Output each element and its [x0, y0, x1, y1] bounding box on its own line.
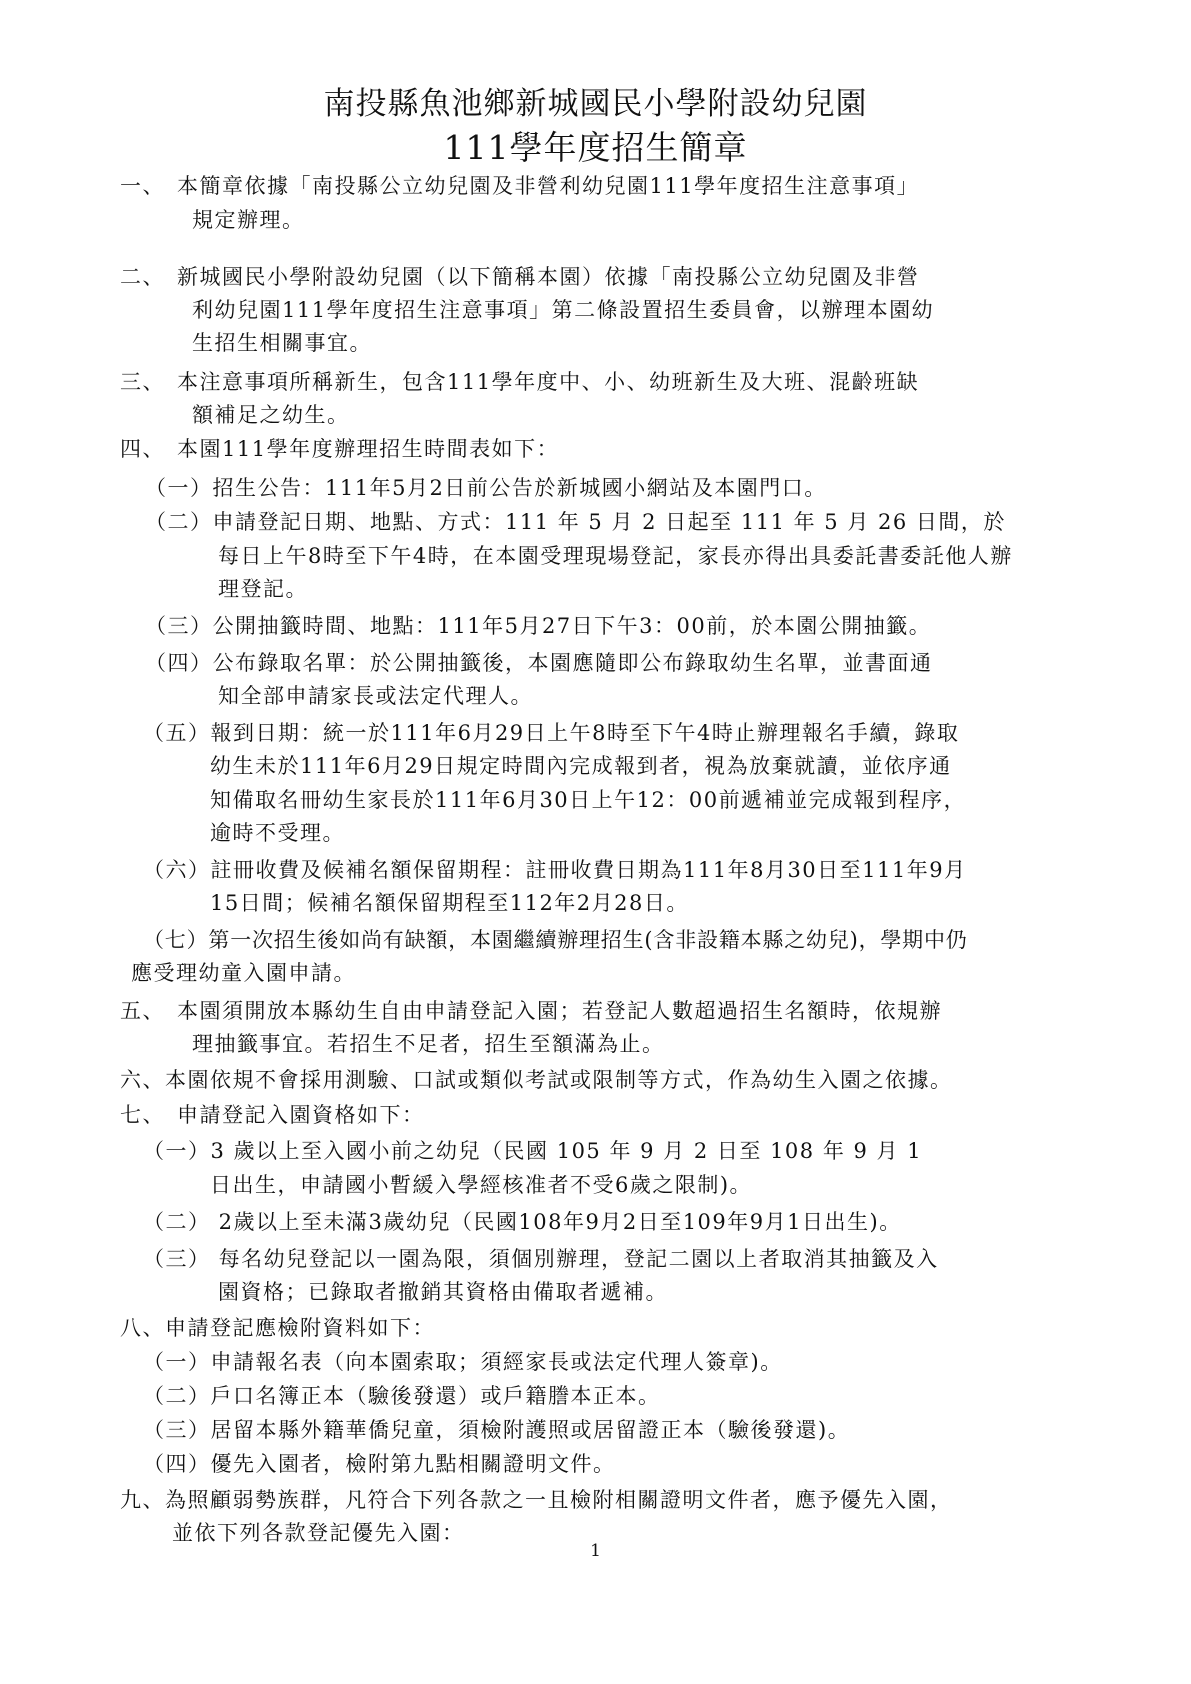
clause-4-item-2-line-3: 理登記。	[218, 577, 308, 601]
clause-3-line-2: 額補足之幼生。	[192, 403, 350, 427]
clause-8-item-1: （一）申請報名表（向本園索取；須經家長或法定代理人簽章)。	[143, 1350, 783, 1374]
clause-4-item-6-line-2: 15日間；候補名額保留期程至112年2月28日。	[210, 891, 689, 915]
clause-9-line-2: 並依下列各款登記優先入園：	[172, 1521, 465, 1545]
clause-8-item-4: （四）優先入園者，檢附第九點相關證明文件。	[143, 1452, 616, 1476]
clause-4-item-5-line-4: 逾時不受理。	[210, 821, 345, 845]
clause-7-item-3-line-2: 園資格；已錄取者撤銷其資格由備取者遞補。	[218, 1280, 668, 1304]
clause-4-item-4-line-1: （四）公布錄取名單：於公開抽籤後，本園應隨即公布錄取幼生名單，並書面通	[145, 651, 933, 675]
clause-4-item-7-line-2: 應受理幼童入園申請。	[131, 961, 356, 985]
clause-1-line-2: 規定辦理。	[192, 208, 305, 232]
clause-9-line-1: 九、為照顧弱勢族群，凡符合下列各款之一且檢附相關證明文件者，應予優先入園，	[120, 1488, 953, 1512]
clause-4-item-1: （一）招生公告：111年5月2日前公告於新城國小網站及本園門口。	[145, 476, 827, 500]
clause-4-item-2-line-2: 每日上午8時至下午4時，在本園受理現場登記，家長亦得出具委託書委託他人辦	[218, 544, 1013, 568]
clause-7-item-2: （二） 2歲以上至未滿3歲幼兒（民國108年9月2日至109年9月1日出生)。	[143, 1210, 902, 1234]
clause-6: 六、本園依規不會採用測驗、口試或類似考試或限制等方式，作為幼生入園之依據。	[120, 1068, 953, 1092]
clause-4-heading: 四、 本園111學年度辦理招生時間表如下：	[120, 437, 560, 461]
clause-1-line-1: 一、 本簡章依據「南投縣公立幼兒園及非營利幼兒園111學年度招生注意事項」	[120, 174, 920, 198]
clause-4-item-2-line-1: （二）申請登記日期、地點、方式：111 年 5 月 2 日起至 111 年 5 月 26 日間，於	[145, 510, 1006, 534]
document-subtitle: 111學年度招生簡章	[443, 128, 748, 167]
page-number: 1	[590, 1541, 601, 1561]
clause-4-item-5-line-1: （五）報到日期：統一於111年6月29日上午8時至下午4時止辦理報名手續，錄取	[143, 721, 960, 745]
clause-4-item-7-line-1: （七）第一次招生後如尚有缺額，本園繼續辦理招生(含非設籍本縣之幼兒)，學期中仍	[143, 928, 968, 952]
clause-3-line-1: 三、 本注意事項所稱新生，包含111學年度中、小、幼班新生及大班、混齡班缺	[120, 370, 920, 394]
clause-7-item-1-line-1: （一）3 歲以上至入國小前之幼兒（民國 105 年 9 月 2 日至 108 年 9 月 1	[143, 1139, 923, 1163]
clause-4-item-5-line-3: 知備取名冊幼生家長於111年6月30日上午12：00前遞補並完成報到程序，	[210, 788, 967, 812]
clause-4-item-3: （三）公開抽籤時間、地點：111年5月27日下午3：00前，於本園公開抽籤。	[145, 614, 932, 638]
clause-8-heading: 八、申請登記應檢附資料如下：	[120, 1316, 435, 1340]
clause-7-heading: 七、 申請登記入園資格如下：	[120, 1103, 425, 1127]
clause-2-line-2: 利幼兒園111學年度招生注意事項」第二條設置招生委員會，以辦理本園幼	[192, 298, 935, 322]
clause-2-line-1: 二、 新城國民小學附設幼兒園（以下簡稱本園）依據「南投縣公立幼兒園及非營	[120, 265, 920, 289]
clause-5-line-2: 理抽籤事宜。若招生不足者，招生至額滿為止。	[192, 1032, 665, 1056]
clause-4-item-5-line-2: 幼生未於111年6月29日規定時間內完成報到者，視為放棄就讀，並依序通	[210, 754, 952, 778]
clause-8-item-3: （三）居留本縣外籍華僑兒童，須檢附護照或居留證正本（驗後發還)。	[143, 1418, 851, 1442]
clause-4-item-6-line-1: （六）註冊收費及候補名額保留期程：註冊收費日期為111年8月30日至111年9月	[143, 858, 967, 882]
clause-8-item-2: （二）戶口名簿正本（驗後發還）或戶籍謄本正本。	[143, 1384, 661, 1408]
clause-4-item-4-line-2: 知全部申請家長或法定代理人。	[218, 684, 533, 708]
clause-2-line-3: 生招生相關事宜。	[192, 331, 372, 355]
document-title: 南投縣魚池鄉新城國民小學附設幼兒園	[323, 86, 868, 122]
clause-7-item-3-line-1: （三） 每名幼兒登記以一園為限，須個別辦理，登記二園以上者取消其抽籤及入	[143, 1247, 939, 1271]
clause-5-line-1: 五、 本園須開放本縣幼生自由申請登記入園；若登記人數超過招生名額時，依規辦	[120, 999, 942, 1023]
clause-7-item-1-line-2: 日出生，申請國小暫緩入學經核准者不受6歲之限制)。	[210, 1173, 753, 1197]
